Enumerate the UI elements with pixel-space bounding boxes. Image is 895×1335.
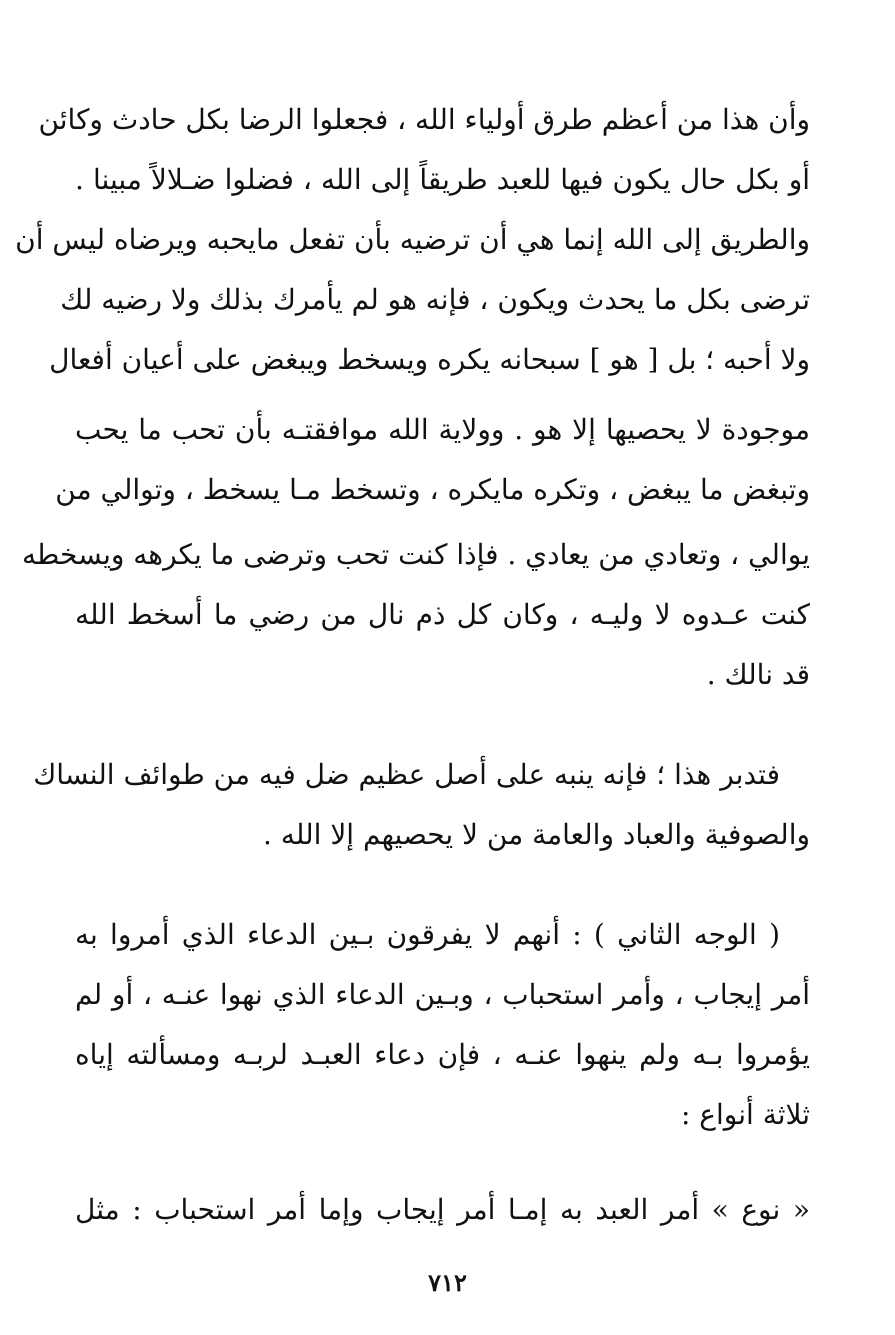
- page-number: ٧١٢: [428, 1268, 467, 1297]
- text-line: ولا أحبه ؛ بل [ هو ] سبحانه يكره ويسخط ويبغض على أعيان أفعال: [49, 343, 810, 376]
- text-line: « نوع » أمر العبد به إمـا أمر إيجاب وإما أمر استحباب : مثل: [75, 1193, 810, 1226]
- text-line-last: قد نالك .: [706, 658, 810, 691]
- text-line: يوالي ، وتعادي من يعادي . فإذا كنت تحب وترضى ما يكرهه ويسخطه: [22, 538, 810, 571]
- text-line: أو بكل حال يكون فيها للعبد طريقاً إلى الله ، فضلوا ضـلالاً مبينا .: [75, 163, 810, 196]
- text-line-last: ثلاثة أنواع :: [680, 1098, 810, 1131]
- text-line: كنت عـدوه لا وليـه ، وكان كل ذم نال من رضي ما أسخط الله: [75, 598, 810, 631]
- text-line: ترضى بكل ما يحدث ويكون ، فإنه هو لم يأمرك بذلك ولا رضيه لك: [60, 283, 810, 316]
- text-line: وتبغض ما يبغض ، وتكره مايكره ، وتسخط مـا يسخط ، وتوالي من: [55, 473, 810, 506]
- text-line: أمر إيجاب ، وأمر استحباب ، وبـين الدعاء الذي نهوا عنـه ، أو لم: [75, 978, 810, 1011]
- text-line: وأن هذا من أعظم طرق أولياء الله ، فجعلوا الرضا بكل حادث وكائن: [38, 103, 810, 136]
- text-line-indented: ( الوجه الثاني ) : أنهم لا يفرقون بـين الدعاء الذي أمروا به: [75, 918, 780, 951]
- text-line-indented: فتدبر هذا ؛ فإنه ينبه على أصل عظيم ضل فيه من طوائف النساك: [33, 758, 780, 791]
- text-line: والطريق إلى الله إنما هي أن ترضيه بأن تفعل مايحبه ويرضاه ليس أن: [15, 223, 810, 256]
- text-line: يؤمروا بـه ولم ينهوا عنـه ، فإن دعاء العبـد لربـه ومسألته إياه: [75, 1038, 810, 1071]
- text-line: موجودة لا يحصيها إلا هو . وولاية الله موافقتـه بأن تحب ما يحب: [75, 413, 810, 446]
- text-line-last: والصوفية والعباد والعامة من لا يحصيهم إلا الله .: [263, 818, 810, 851]
